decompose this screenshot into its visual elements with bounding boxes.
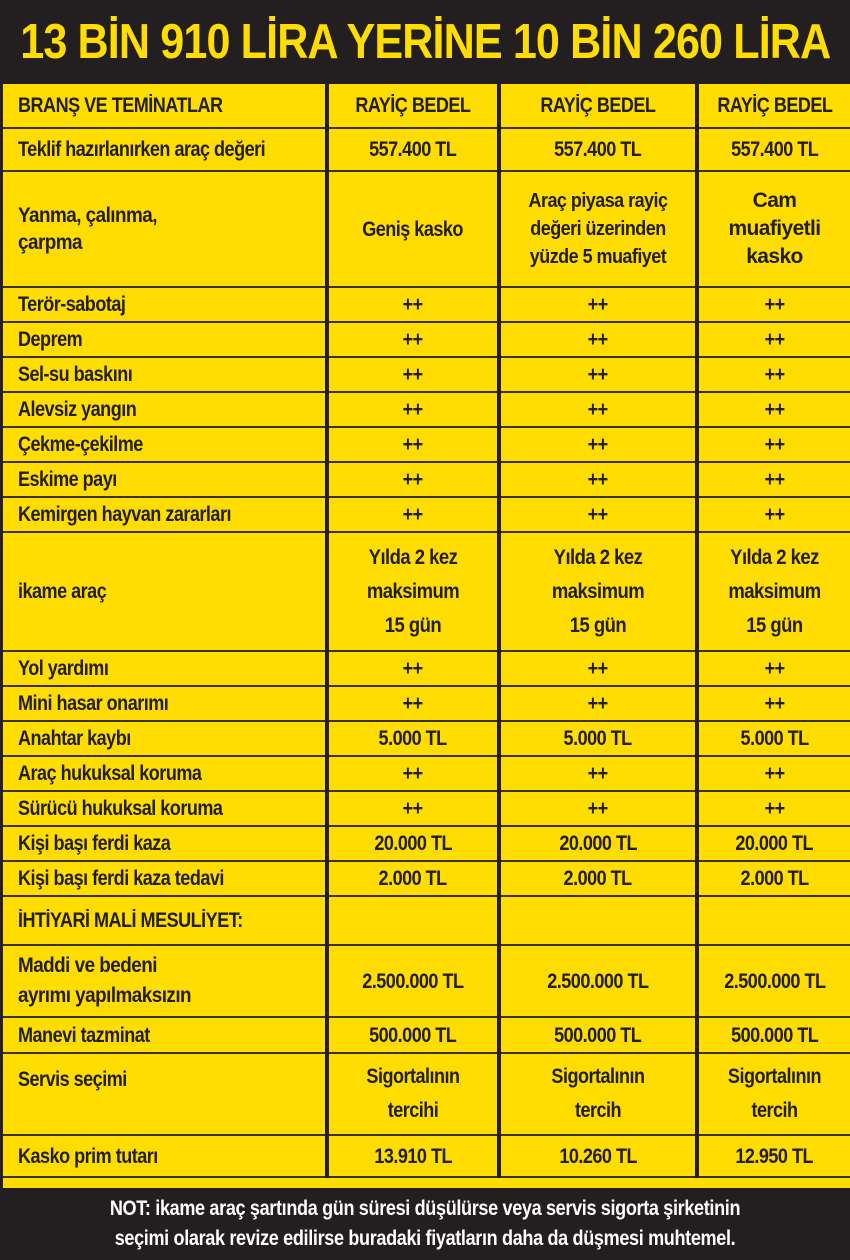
row-value: ++ [499, 357, 697, 392]
header-column-3: RAYİÇ BEDEL [697, 84, 850, 128]
table-row-total [3, 1135, 850, 1177]
row-value: 5.000 TL [499, 721, 697, 756]
row-value: ++ [327, 756, 499, 791]
row-value: Sigortalının tercih [697, 1053, 850, 1135]
row-label: Kasko prim tutarı [3, 1135, 327, 1177]
table-row [3, 392, 850, 427]
row-label: Sürücü hukuksal koruma [3, 791, 327, 826]
row-value: 20.000 TL [499, 826, 697, 861]
row-value: 557.400 TL [499, 128, 697, 171]
table-row [3, 462, 850, 497]
row-value: Sigortalının tercihi [327, 1053, 499, 1135]
row-value: 557.400 TL [697, 128, 850, 171]
row-value: Cam muafiyetli kasko [697, 171, 850, 287]
row-value: Araç piyasa rayiç değeri üzerinden yüzde 5 muafiyet [499, 171, 697, 287]
row-value: 500.000 TL [499, 1017, 697, 1053]
row-value: ++ [499, 287, 697, 322]
row-value: 500.000 TL [327, 1017, 499, 1053]
table-row [3, 651, 850, 686]
row-value: ++ [327, 462, 499, 497]
row-value: 20.000 TL [697, 826, 850, 861]
table-row [3, 171, 850, 287]
row-value: Sigortalının tercih [499, 1053, 697, 1135]
row-value: Yılda 2 kez maksimum 15 gün [499, 532, 697, 651]
row-label: Araç hukuksal koruma [3, 756, 327, 791]
row-label: Çekme-çekilme [3, 427, 327, 462]
row-value: 2.000 TL [327, 861, 499, 896]
row-label: Teklif hazırlanırken araç değeri [3, 128, 327, 171]
row-value: 557.400 TL [327, 128, 499, 171]
row-label: Anahtar kaybı [3, 721, 327, 756]
row-label: Kişi başı ferdi kaza tedavi [3, 861, 327, 896]
row-value: 20.000 TL [327, 826, 499, 861]
row-value: ++ [697, 287, 850, 322]
headline-title: 13 BİN 910 LİRA YERİNE 10 BİN 260 LİRA [19, 14, 831, 69]
table-row [3, 826, 850, 861]
header-label: BRANŞ VE TEMİNATLAR [18, 94, 223, 117]
comparison-table-container [0, 84, 850, 1188]
table-row [3, 532, 850, 651]
row-value: ++ [499, 497, 697, 532]
row-value: ++ [697, 756, 850, 791]
table-row [3, 791, 850, 826]
row-value: 2.500.000 TL [327, 945, 499, 1017]
row-value: ++ [499, 462, 697, 497]
row-value: ++ [327, 497, 499, 532]
row-value: Yılda 2 kez maksimum 15 gün [327, 532, 499, 651]
row-label: Sel-su baskını [3, 357, 327, 392]
row-value: ++ [327, 651, 499, 686]
row-label: Manevi tazminat [3, 1017, 327, 1053]
footnote-line-1: NOT: ikame araç şartında gün süresi düşülürse veya servis sigorta şirketinin [109, 1197, 741, 1220]
row-value: ++ [697, 357, 850, 392]
row-value: ++ [327, 287, 499, 322]
row-value: Geniş kasko [327, 171, 499, 287]
row-value: ++ [697, 497, 850, 532]
row-value: 2.000 TL [499, 861, 697, 896]
row-label: ikame araç [3, 532, 327, 651]
row-label: Kişi başı ferdi kaza [3, 826, 327, 861]
table-header-row [3, 84, 850, 128]
row-value: ++ [697, 322, 850, 357]
table-row [3, 686, 850, 721]
headline-bar [0, 0, 850, 84]
row-value: ++ [697, 686, 850, 721]
row-value: 500.000 TL [697, 1017, 850, 1053]
premium-value: 12.950 TL [697, 1135, 850, 1177]
row-label: Kemirgen hayvan zararları [3, 497, 327, 532]
table-row [3, 721, 850, 756]
insurance-comparison-table [3, 84, 850, 1178]
row-value [697, 896, 850, 945]
row-label: Yanma, çalınma, çarpma [3, 171, 327, 287]
row-value: ++ [499, 322, 697, 357]
row-label: Terör-sabotaj [3, 287, 327, 322]
table-row [3, 357, 850, 392]
header-label-cell [3, 84, 327, 128]
row-value: ++ [697, 462, 850, 497]
row-label: Maddi ve bedeni ayrımı yapılmaksızın [3, 945, 327, 1017]
row-value: ++ [327, 392, 499, 427]
table-row [3, 945, 850, 1017]
section-header-row [3, 896, 850, 945]
row-value: ++ [499, 791, 697, 826]
section-header-label: İHTİYARİ MALİ MESULİYET: [3, 896, 327, 945]
row-value: 2.500.000 TL [697, 945, 850, 1017]
row-value: ++ [697, 791, 850, 826]
row-value: ++ [327, 686, 499, 721]
footnote-bar [0, 1188, 850, 1260]
table-row [3, 1053, 850, 1135]
row-value [327, 896, 499, 945]
row-value: ++ [327, 791, 499, 826]
table-row [3, 427, 850, 462]
table-row [3, 1017, 850, 1053]
row-value: ++ [499, 392, 697, 427]
row-value: ++ [499, 427, 697, 462]
premium-value: 10.260 TL [499, 1135, 697, 1177]
row-value: 5.000 TL [327, 721, 499, 756]
row-label: Yol yardımı [3, 651, 327, 686]
table-row [3, 322, 850, 357]
header-column-2: RAYİÇ BEDEL [499, 84, 697, 128]
row-value: ++ [327, 322, 499, 357]
row-value: 5.000 TL [697, 721, 850, 756]
table-row [3, 861, 850, 896]
header-column-1: RAYİÇ BEDEL [327, 84, 499, 128]
row-value: ++ [499, 651, 697, 686]
row-label: Alevsiz yangın [3, 392, 327, 427]
row-value: ++ [697, 427, 850, 462]
row-label: Mini hasar onarımı [3, 686, 327, 721]
row-value: ++ [697, 392, 850, 427]
row-value [499, 896, 697, 945]
row-label: Deprem [3, 322, 327, 357]
row-value: ++ [697, 651, 850, 686]
table-row [3, 287, 850, 322]
row-value: ++ [499, 756, 697, 791]
footnote-line-2: seçimi olarak revize edilirse buradaki fiyatların daha da düşmesi muhtemel. [114, 1227, 736, 1250]
row-value: Yılda 2 kez maksimum 15 gün [697, 532, 850, 651]
row-label: Servis seçimi [3, 1053, 327, 1135]
premium-value: 13.910 TL [327, 1135, 499, 1177]
table-row [3, 756, 850, 791]
row-value: 2.500.000 TL [499, 945, 697, 1017]
row-label: Eskime payı [3, 462, 327, 497]
table-row [3, 497, 850, 532]
table-row [3, 128, 850, 171]
row-value: ++ [499, 686, 697, 721]
row-value: ++ [327, 427, 499, 462]
row-value: 2.000 TL [697, 861, 850, 896]
row-value: ++ [327, 357, 499, 392]
